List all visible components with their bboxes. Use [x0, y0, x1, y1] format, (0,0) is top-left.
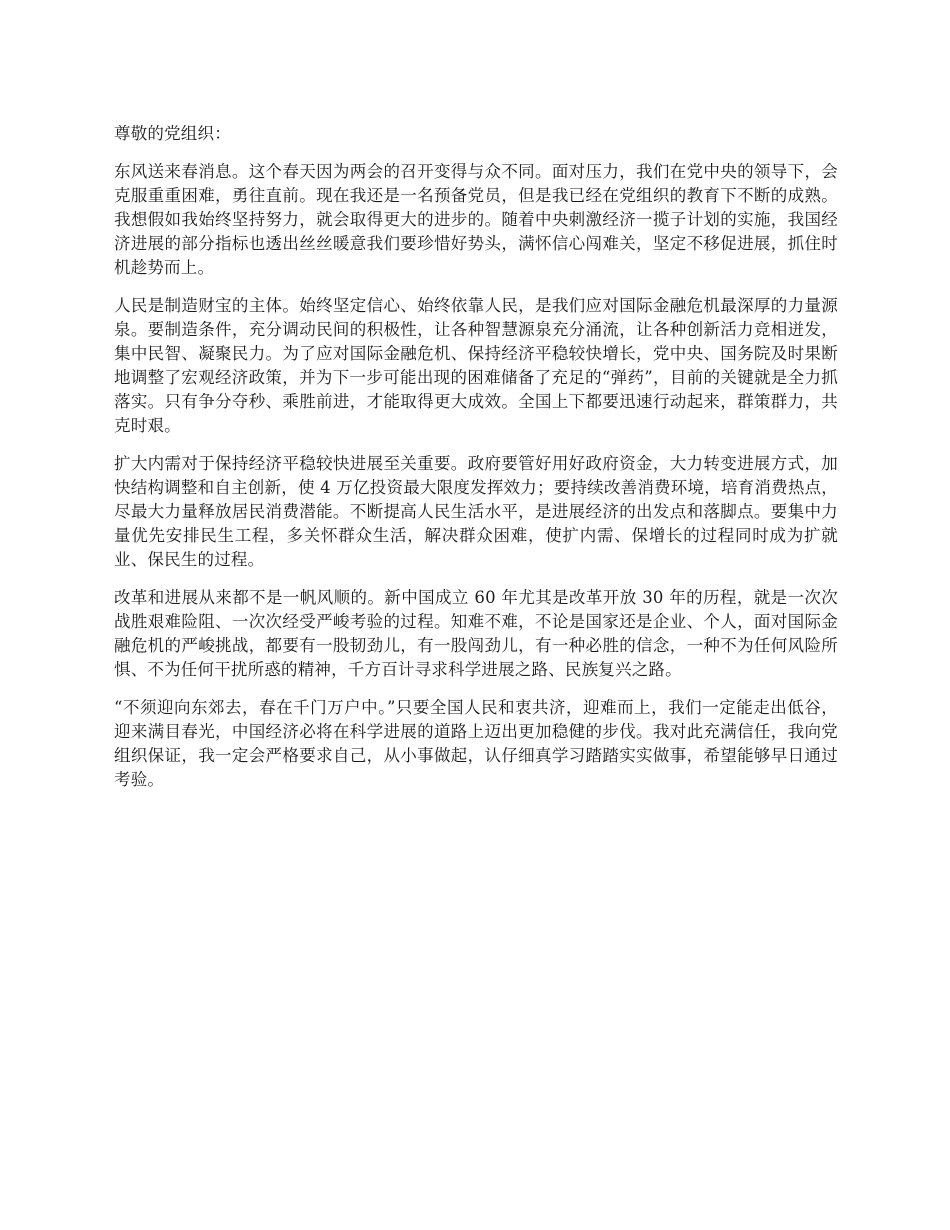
- paragraph-3: 扩大内需对于保持经济平稳较快进展至关重要。政府要管好用好政府资金，大力转变进展方式，加快结构调整和自主创新，使 4 万亿投资最大限度发挥效力；要持续改善消费环境，培育消费热点，尽最大力量释放居民消费潜能。不断提高人民生活水平，是进展经济的出发点和落脚点。要集中力量优先安排民生工程，多关怀群众生活，解决群众困难，使扩内需、保增长的过程同时成为扩就业、保民生的过程。: [114, 454, 838, 569]
- paragraph-5: “不须迎向东郊去，春在千门万户中。”只要全国人民和衷共济，迎难而上，我们一定能走出低谷，迎来满目春光，中国经济必将在科学进展的道路上迈出更加稳健的步伐。我对此充满信任，我向党组织保证，我一定会严格要求自己，从小事做起，认仔细真学习踏踏实实做事，希望能够早日通过考验。: [114, 698, 838, 789]
- paragraph-4: 改革和进展从来都不是一帆风顺的。新中国成立 60 年尤其是改革开放 30 年的历程，就是一次次战胜艰难险阻、一次次经受严峻考验的过程。知难不难，不论是国家还是企业、个人，面对国际金融危机的严峻挑战，都要有一股韧劲儿，有一股闯劲儿，有一种必胜的信念，一种不为任何风险所惧、不为任何干扰所惑的精神，千方百计寻求科学进展之路、民族复兴之路。: [114, 588, 838, 679]
- salutation: 尊敬的党组织：: [114, 124, 231, 143]
- paragraph-2: 人民是制造财宝的主体。始终坚定信心、始终依靠人民，是我们应对国际金融危机最深厚的力量源泉。要制造条件，充分调动民间的积极性，让各种智慧源泉充分涌流，让各种创新活力竞相迸发，集中民智、凝聚民力。为了应对国际金融危机、保持经济平稳较快增长，党中央、国务院及时果断地调整了宏观经济政策，并为下一步可能出现的困难储备了充足的“弹药”，目前的关键就是全力抓落实。只有争分夺秒、乘胜前进，才能取得更大成效。全国上下都要迅速行动起来，群策群力，共克时艰。: [114, 296, 838, 435]
- paragraph-1: 东风送来春消息。这个春天因为两会的召开变得与众不同。面对压力，我们在党中央的领导下，会克服重重困难，勇往直前。现在我还是一名预备党员，但是我已经在党组织的教育下不断的成熟。我想假如我始终坚持努力，就会取得更大的进步的。随着中央刺激经济一揽子计划的实施，我国经济进展的部分指标也透出丝丝暖意我们要珍惜好势头，满怀信心闯难关，坚定不移促进展，抓住时机趁势而上。: [114, 162, 838, 277]
- letter-body: [114, 122, 838, 806]
